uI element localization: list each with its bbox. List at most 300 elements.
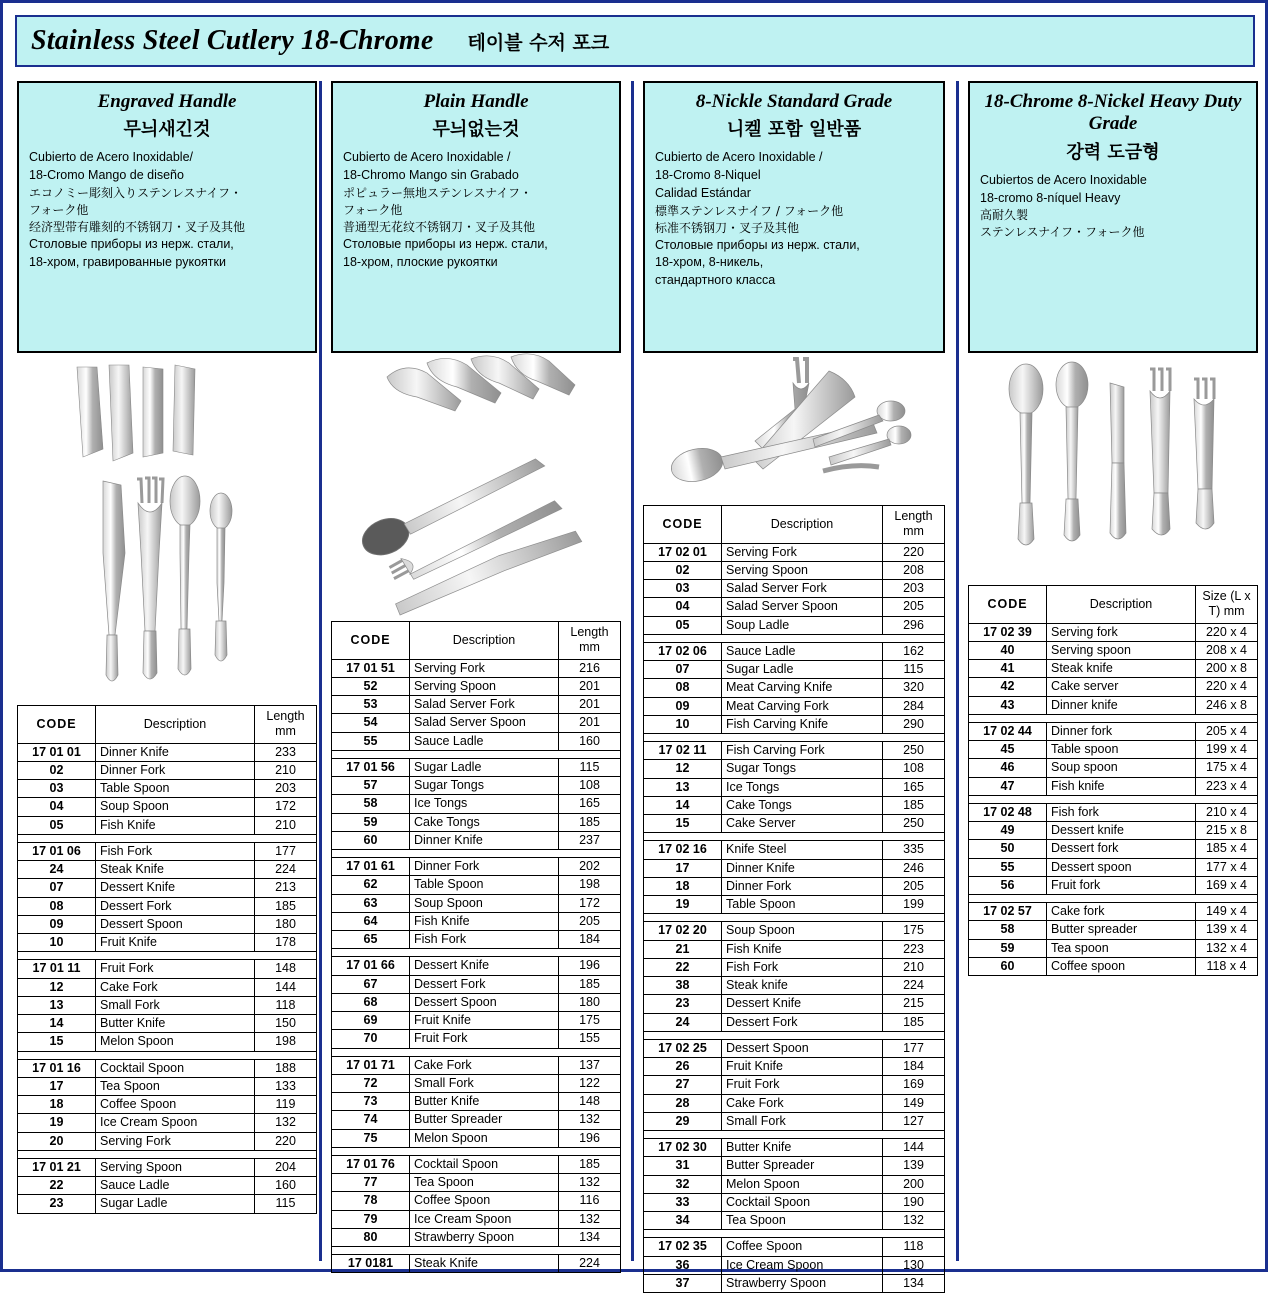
cell-len: 250 bbox=[883, 742, 945, 760]
table-row bbox=[969, 660, 1258, 678]
cell-code: 60 bbox=[332, 831, 410, 849]
group-spacer bbox=[332, 949, 621, 957]
table-row bbox=[644, 1139, 945, 1157]
table-row bbox=[644, 1058, 945, 1076]
cell-code: 73 bbox=[332, 1093, 410, 1111]
table-row bbox=[644, 1212, 945, 1230]
cell-code: 33 bbox=[644, 1193, 722, 1211]
cell-len: 215 x 8 bbox=[1196, 822, 1258, 840]
table-row bbox=[18, 879, 317, 897]
cell-len: 284 bbox=[883, 697, 945, 715]
cell-code: 10 bbox=[644, 715, 722, 733]
desc-line: 18-хром, плоские рукоятки bbox=[343, 254, 498, 269]
header-size: Size (L x T) mm bbox=[1196, 586, 1258, 624]
table-row bbox=[18, 1177, 317, 1195]
cell-desc: Fruit fork bbox=[1047, 876, 1196, 894]
heavy-title: 18-Chrome 8-Nickel Heavy Duty Grade bbox=[984, 91, 1242, 135]
heavy-cutlery-illustration bbox=[968, 353, 1258, 585]
column-heavy-duty bbox=[968, 81, 1258, 976]
nickel-description bbox=[655, 149, 933, 290]
cell-len: 196 bbox=[559, 957, 621, 975]
desc-line: フォーク他 bbox=[343, 202, 403, 217]
group-spacer bbox=[332, 1147, 621, 1155]
cell-code: 67 bbox=[332, 975, 410, 993]
cell-len: 213 bbox=[255, 879, 317, 897]
cell-desc: Dinner fork bbox=[1047, 722, 1196, 740]
heavy-product-photo bbox=[968, 353, 1258, 585]
cell-code: 54 bbox=[332, 714, 410, 732]
table-row bbox=[644, 642, 945, 660]
table-row bbox=[969, 623, 1258, 641]
table-row bbox=[18, 1132, 317, 1150]
cell-len: 203 bbox=[255, 780, 317, 798]
cell-len: 115 bbox=[883, 661, 945, 679]
cell-desc: Coffee spoon bbox=[1047, 957, 1196, 975]
page-header bbox=[15, 15, 1255, 67]
group-spacer bbox=[18, 1051, 317, 1059]
cell-len: 185 bbox=[559, 1155, 621, 1173]
cell-desc: Soup Ladle bbox=[722, 616, 883, 634]
table-row bbox=[332, 1210, 621, 1228]
cell-desc: Salad Server Fork bbox=[722, 580, 883, 598]
cell-code: 17 01 71 bbox=[332, 1056, 410, 1074]
cell-desc: Dinner Knife bbox=[410, 831, 559, 849]
table-row bbox=[18, 1077, 317, 1095]
group-spacer bbox=[332, 850, 621, 858]
cell-desc: Serving Spoon bbox=[96, 1158, 255, 1176]
table-row bbox=[644, 1112, 945, 1130]
cell-len: 220 bbox=[883, 543, 945, 561]
cell-code: 24 bbox=[644, 1013, 722, 1031]
cell-desc: Fruit Knife bbox=[96, 934, 255, 952]
cell-desc: Soup Spoon bbox=[96, 798, 255, 816]
cell-len: 290 bbox=[883, 715, 945, 733]
desc-line: エコノミー彫刻入りステンレスナイフ・ bbox=[29, 185, 243, 200]
engraved-title: Engraved Handle bbox=[97, 91, 237, 112]
cell-desc: Dessert Spoon bbox=[722, 1039, 883, 1057]
cell-len: 162 bbox=[883, 642, 945, 660]
cell-desc: Fruit Fork bbox=[410, 1030, 559, 1048]
cell-code: 15 bbox=[644, 815, 722, 833]
cell-desc: Butter Knife bbox=[96, 1015, 255, 1033]
cell-code: 04 bbox=[644, 598, 722, 616]
cell-code: 68 bbox=[332, 993, 410, 1011]
cell-desc: Soup Spoon bbox=[722, 922, 883, 940]
cell-len: 134 bbox=[559, 1228, 621, 1246]
cell-code: 17 02 48 bbox=[969, 803, 1047, 821]
nickel-header-box bbox=[643, 81, 945, 353]
table-row bbox=[18, 1096, 317, 1114]
cell-desc: Butter Knife bbox=[410, 1093, 559, 1111]
cell-desc: Fish Fork bbox=[722, 958, 883, 976]
heavy-title-korean: 강력 도금형 bbox=[1066, 141, 1160, 163]
cell-len: 335 bbox=[883, 841, 945, 859]
desc-line: Cubierto de Acero Inoxidable / bbox=[343, 150, 511, 165]
cell-len: 201 bbox=[559, 696, 621, 714]
desc-line: 高耐久製 bbox=[980, 208, 1029, 223]
cell-desc: Dessert spoon bbox=[1047, 858, 1196, 876]
table-row bbox=[644, 598, 945, 616]
cell-len: 215 bbox=[883, 995, 945, 1013]
cell-desc: Cocktail Spoon bbox=[410, 1155, 559, 1173]
cell-code: 64 bbox=[332, 912, 410, 930]
cell-len: 177 bbox=[883, 1039, 945, 1057]
cell-len: 210 bbox=[255, 761, 317, 779]
cell-desc: Dessert fork bbox=[1047, 840, 1196, 858]
table-row bbox=[969, 822, 1258, 840]
cell-desc: Coffee Spoon bbox=[410, 1192, 559, 1210]
cell-code: 05 bbox=[18, 816, 96, 834]
cell-len: 115 bbox=[559, 758, 621, 776]
cell-code: 78 bbox=[332, 1192, 410, 1210]
cell-len: 118 x 4 bbox=[1196, 957, 1258, 975]
cell-code: 49 bbox=[969, 822, 1047, 840]
cell-len: 132 bbox=[255, 1114, 317, 1132]
desc-line: Cubierto de Acero Inoxidable/ bbox=[29, 150, 193, 165]
table-row bbox=[644, 796, 945, 814]
table-row bbox=[18, 1158, 317, 1176]
cell-desc: Sugar Ladle bbox=[722, 661, 883, 679]
cell-len: 137 bbox=[559, 1056, 621, 1074]
table-row bbox=[644, 1013, 945, 1031]
header-code: CODE bbox=[969, 586, 1047, 624]
cell-code: 34 bbox=[644, 1212, 722, 1230]
cell-len: 220 x 4 bbox=[1196, 623, 1258, 641]
plain-header-box bbox=[331, 81, 621, 353]
header-code: CODE bbox=[332, 622, 410, 660]
table-row bbox=[332, 777, 621, 795]
engraved-header-box bbox=[17, 81, 317, 353]
cell-code: 22 bbox=[18, 1177, 96, 1195]
cell-code: 03 bbox=[644, 580, 722, 598]
cell-len: 210 x 4 bbox=[1196, 803, 1258, 821]
desc-line: 標準ステンレスナイフ / フォーク他 bbox=[655, 203, 844, 218]
cell-code: 15 bbox=[18, 1033, 96, 1051]
cell-code: 62 bbox=[332, 876, 410, 894]
cell-code: 55 bbox=[332, 732, 410, 750]
cell-code: 17 01 01 bbox=[18, 743, 96, 761]
cell-code: 80 bbox=[332, 1228, 410, 1246]
cell-len: 134 bbox=[883, 1274, 945, 1292]
cell-code: 24 bbox=[18, 861, 96, 879]
cell-len: 210 bbox=[255, 816, 317, 834]
cell-len: 185 bbox=[559, 975, 621, 993]
page-title: Stainless Steel Cutlery 18-Chrome bbox=[31, 25, 434, 56]
table-row bbox=[18, 780, 317, 798]
table-row bbox=[332, 677, 621, 695]
plain-table-body bbox=[332, 659, 621, 1273]
engraved-description bbox=[29, 149, 305, 271]
cell-desc: Salad Server Fork bbox=[410, 696, 559, 714]
cell-code: 56 bbox=[969, 876, 1047, 894]
cell-code: 75 bbox=[332, 1129, 410, 1147]
cell-len: 216 bbox=[559, 659, 621, 677]
header-code: CODE bbox=[18, 706, 96, 744]
cell-len: 199 bbox=[883, 896, 945, 914]
cell-code: 23 bbox=[18, 1195, 96, 1213]
cell-desc: Fish Fork bbox=[410, 931, 559, 949]
cell-code: 13 bbox=[644, 778, 722, 796]
table-row bbox=[644, 1094, 945, 1112]
table-row bbox=[18, 934, 317, 952]
cell-code: 70 bbox=[332, 1030, 410, 1048]
cell-code: 09 bbox=[18, 915, 96, 933]
cell-desc: Cake server bbox=[1047, 678, 1196, 696]
table-row bbox=[644, 1175, 945, 1193]
cell-len: 196 bbox=[559, 1129, 621, 1147]
cell-len: 177 bbox=[255, 842, 317, 860]
cell-len: 190 bbox=[883, 1193, 945, 1211]
cell-desc: Strawberry Spoon bbox=[410, 1228, 559, 1246]
cell-len: 246 bbox=[883, 859, 945, 877]
cell-desc: Ice Tongs bbox=[722, 778, 883, 796]
table-row bbox=[18, 1033, 317, 1051]
cell-code: 52 bbox=[332, 677, 410, 695]
cell-code: 23 bbox=[644, 995, 722, 1013]
table-row bbox=[969, 840, 1258, 858]
cell-len: 178 bbox=[255, 934, 317, 952]
cell-code: 38 bbox=[644, 977, 722, 995]
engraved-table-body bbox=[18, 743, 317, 1213]
cell-desc: Ice Tongs bbox=[410, 795, 559, 813]
cell-code: 47 bbox=[969, 777, 1047, 795]
table-row bbox=[332, 957, 621, 975]
cell-desc: Sugar Tongs bbox=[722, 760, 883, 778]
table-row bbox=[969, 696, 1258, 714]
cell-code: 22 bbox=[644, 958, 722, 976]
cell-code: 17 02 39 bbox=[969, 623, 1047, 641]
table-row bbox=[644, 922, 945, 940]
table-row bbox=[644, 940, 945, 958]
cell-desc: Salad Server Spoon bbox=[410, 714, 559, 732]
cell-desc: Serving Fork bbox=[410, 659, 559, 677]
table-row bbox=[332, 831, 621, 849]
table-row bbox=[332, 659, 621, 677]
cell-desc: Cake Fork bbox=[722, 1094, 883, 1112]
cell-len: 200 x 8 bbox=[1196, 660, 1258, 678]
table-row bbox=[969, 876, 1258, 894]
cell-desc: Table spoon bbox=[1047, 741, 1196, 759]
cell-code: 77 bbox=[332, 1174, 410, 1192]
plain-title: Plain Handle bbox=[423, 91, 529, 112]
table-row bbox=[332, 1228, 621, 1246]
cell-len: 205 bbox=[883, 877, 945, 895]
cell-desc: Coffee Spoon bbox=[722, 1238, 883, 1256]
cell-desc: Fish Knife bbox=[722, 940, 883, 958]
group-spacer bbox=[332, 1048, 621, 1056]
cell-len: 169 bbox=[883, 1076, 945, 1094]
cell-len: 108 bbox=[883, 760, 945, 778]
cell-desc: Fruit Knife bbox=[722, 1058, 883, 1076]
table-row bbox=[969, 759, 1258, 777]
table-row bbox=[18, 978, 317, 996]
cell-len: 132 bbox=[559, 1174, 621, 1192]
column-nickel-standard bbox=[643, 81, 945, 1293]
cell-code: 36 bbox=[644, 1256, 722, 1274]
cell-desc: Dinner Fork bbox=[96, 761, 255, 779]
cell-desc: Serving fork bbox=[1047, 623, 1196, 641]
cell-desc: Steak knife bbox=[1047, 660, 1196, 678]
cell-len: 118 bbox=[883, 1238, 945, 1256]
cell-code: 50 bbox=[969, 840, 1047, 858]
table-row bbox=[332, 858, 621, 876]
table-row bbox=[644, 1076, 945, 1094]
table-row bbox=[332, 758, 621, 776]
cell-code: 17 01 76 bbox=[332, 1155, 410, 1173]
desc-line: ステンレスナイフ・フォーク他 bbox=[980, 225, 1145, 240]
cell-desc: Soup spoon bbox=[1047, 759, 1196, 777]
cell-desc: Serving Spoon bbox=[410, 677, 559, 695]
cell-code: 28 bbox=[644, 1094, 722, 1112]
table-row bbox=[332, 1174, 621, 1192]
cell-desc: Butter spreader bbox=[1047, 921, 1196, 939]
cell-len: 108 bbox=[559, 777, 621, 795]
cell-code: 17 02 57 bbox=[969, 903, 1047, 921]
cell-code: 17 01 56 bbox=[332, 758, 410, 776]
cell-desc: Sugar Ladle bbox=[96, 1195, 255, 1213]
table-row bbox=[644, 679, 945, 697]
cell-desc: Fish Knife bbox=[410, 912, 559, 930]
cell-code: 02 bbox=[644, 561, 722, 579]
table-row bbox=[644, 815, 945, 833]
cell-len: 185 bbox=[883, 1013, 945, 1031]
table-row bbox=[18, 798, 317, 816]
table-row bbox=[644, 715, 945, 733]
cell-desc: Knife Steel bbox=[722, 841, 883, 859]
table-row bbox=[332, 876, 621, 894]
group-spacer bbox=[332, 1247, 621, 1255]
table-row bbox=[644, 1157, 945, 1175]
column-divider-2 bbox=[631, 81, 634, 1261]
cell-code: 57 bbox=[332, 777, 410, 795]
cell-desc: Dessert Knife bbox=[410, 957, 559, 975]
table-row bbox=[644, 543, 945, 561]
cell-desc: Dessert knife bbox=[1047, 822, 1196, 840]
table-row bbox=[332, 912, 621, 930]
cell-code: 04 bbox=[18, 798, 96, 816]
cell-len: 175 x 4 bbox=[1196, 759, 1258, 777]
cell-len: 130 bbox=[883, 1256, 945, 1274]
table-row bbox=[969, 858, 1258, 876]
table-row bbox=[332, 993, 621, 1011]
cell-desc: Butter Knife bbox=[722, 1139, 883, 1157]
table-row bbox=[332, 1192, 621, 1210]
group-spacer bbox=[644, 1031, 945, 1039]
group-spacer bbox=[332, 750, 621, 758]
cell-desc: Steak knife bbox=[722, 977, 883, 995]
cell-code: 65 bbox=[332, 931, 410, 949]
table-row bbox=[644, 958, 945, 976]
cell-desc: Table Spoon bbox=[722, 896, 883, 914]
cell-len: 202 bbox=[559, 858, 621, 876]
cell-len: 208 bbox=[883, 561, 945, 579]
header-description: Description bbox=[722, 506, 883, 544]
cell-desc: Ice Cream Spoon bbox=[410, 1210, 559, 1228]
table-row bbox=[18, 1195, 317, 1213]
table-row bbox=[644, 760, 945, 778]
table-row bbox=[18, 1114, 317, 1132]
cell-desc: Sauce Ladle bbox=[722, 642, 883, 660]
desc-line: ポピュラー無地ステンレスナイフ・ bbox=[343, 185, 533, 200]
engraved-product-photo bbox=[17, 353, 317, 705]
desc-line: 经济型带有雕刻的不锈钢刀・叉子及其他 bbox=[29, 219, 246, 234]
engraved-cutlery-illustration bbox=[17, 353, 317, 705]
cell-code: 12 bbox=[644, 760, 722, 778]
column-plain-handle bbox=[331, 81, 621, 1273]
cell-code: 58 bbox=[969, 921, 1047, 939]
cell-code: 43 bbox=[969, 696, 1047, 714]
cell-code: 17 01 51 bbox=[332, 659, 410, 677]
cell-code: 26 bbox=[644, 1058, 722, 1076]
cell-len: 175 bbox=[559, 1012, 621, 1030]
header-code: CODE bbox=[644, 506, 722, 544]
table-row bbox=[644, 616, 945, 634]
cell-code: 59 bbox=[969, 939, 1047, 957]
cell-len: 132 x 4 bbox=[1196, 939, 1258, 957]
table-row bbox=[332, 1012, 621, 1030]
cell-len: 200 bbox=[883, 1175, 945, 1193]
cell-desc: Cocktail Spoon bbox=[722, 1193, 883, 1211]
cell-code: 58 bbox=[332, 795, 410, 813]
cell-desc: Soup Spoon bbox=[410, 894, 559, 912]
table-row bbox=[332, 975, 621, 993]
table-row bbox=[644, 1193, 945, 1211]
cell-len: 201 bbox=[559, 677, 621, 695]
cell-desc: Table Spoon bbox=[410, 876, 559, 894]
table-row bbox=[332, 696, 621, 714]
cell-len: 165 bbox=[559, 795, 621, 813]
group-spacer bbox=[644, 734, 945, 742]
cell-desc: Coffee Spoon bbox=[96, 1096, 255, 1114]
table-row bbox=[644, 1039, 945, 1057]
table-row bbox=[18, 761, 317, 779]
cell-len: 155 bbox=[559, 1030, 621, 1048]
cell-len: 296 bbox=[883, 616, 945, 634]
table-row bbox=[332, 1111, 621, 1129]
cell-code: 72 bbox=[332, 1074, 410, 1092]
desc-line: Calidad Estándar bbox=[655, 185, 751, 200]
cell-len: 165 bbox=[883, 778, 945, 796]
cell-len: 184 bbox=[883, 1058, 945, 1076]
group-spacer bbox=[644, 634, 945, 642]
cell-desc: Dinner Knife bbox=[722, 859, 883, 877]
cell-desc: Fish fork bbox=[1047, 803, 1196, 821]
table-row bbox=[969, 939, 1258, 957]
cell-code: 17 01 61 bbox=[332, 858, 410, 876]
nickel-cutlery-illustration bbox=[643, 353, 945, 505]
cell-code: 41 bbox=[969, 660, 1047, 678]
cell-len: 116 bbox=[559, 1192, 621, 1210]
cell-desc: Serving Spoon bbox=[722, 561, 883, 579]
table-row bbox=[644, 778, 945, 796]
cell-code: 07 bbox=[644, 661, 722, 679]
cell-desc: Dessert Fork bbox=[722, 1013, 883, 1031]
desc-line: Cubiertos de Acero Inoxidable bbox=[980, 172, 1147, 187]
cell-code: 07 bbox=[18, 879, 96, 897]
cell-len: 132 bbox=[559, 1111, 621, 1129]
cell-desc: Cake fork bbox=[1047, 903, 1196, 921]
cell-len: 148 bbox=[559, 1093, 621, 1111]
header-description: Description bbox=[410, 622, 559, 660]
cell-len: 199 x 4 bbox=[1196, 741, 1258, 759]
desc-line: 18-хром, гравированные рукоятки bbox=[29, 254, 226, 269]
desc-line: стандартного класса bbox=[655, 273, 776, 288]
cell-code: 02 bbox=[18, 761, 96, 779]
page-title-korean: 테이블 수저 포크 bbox=[467, 31, 610, 54]
cell-code: 45 bbox=[969, 741, 1047, 759]
heavy-description bbox=[980, 172, 1246, 242]
cell-len: 224 bbox=[559, 1255, 621, 1273]
